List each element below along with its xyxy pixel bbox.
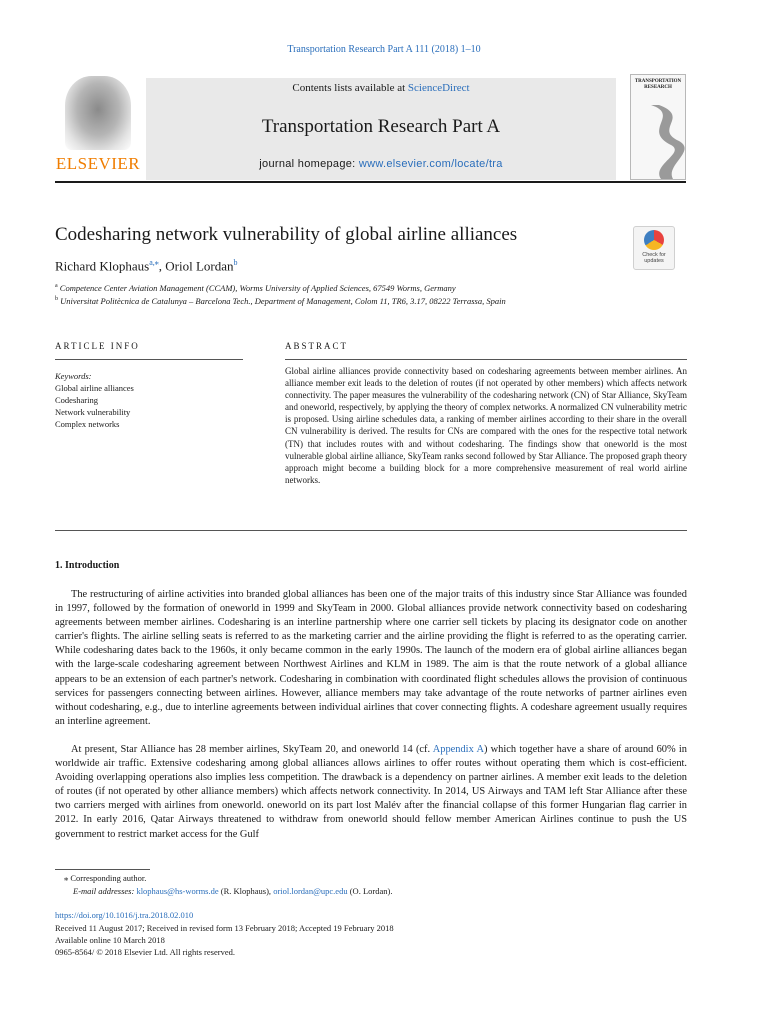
header-rule bbox=[55, 181, 686, 183]
author-list: Richard Klophaus$^{a,⁎}$, Oriol Lordan$^b$ bbox=[55, 258, 238, 274]
article-info-heading: ARTICLE INFO bbox=[55, 341, 140, 351]
article-info-rule bbox=[55, 359, 243, 360]
author-affiliation-mark[interactable]: a,⁎ bbox=[149, 258, 159, 267]
keyword: Complex networks bbox=[55, 419, 120, 429]
email-line: E-mail addresses: klophaus@hs-worms.de (R. Klophaus), oriol.lordan@upc.edu (O. Lordan). bbox=[73, 886, 393, 896]
section-heading: 1. Introduction bbox=[55, 560, 120, 571]
appendix-a-link[interactable]: Appendix A bbox=[432, 744, 484, 755]
journal-header bbox=[146, 78, 616, 180]
received-dates: Received 11 August 2017; Received in revised form 13 February 2018; Accepted 19 February 2018 bbox=[55, 923, 394, 933]
author-name[interactable]: Oriol Lordan bbox=[165, 258, 234, 274]
cover-title: TRANSPORTATION RESEARCH bbox=[634, 79, 682, 90]
abstract-text: Global airline alliances provide connectivity based on codesharing agreements between member airlines. An alliance member exit leads to the deletion of routes (if not operated by other members) which affects network connectivity. The paper measures the vulnerability of the codesharing network (CN) of Star Alliance, SkyTeam and oneworld, respectively, by applying the theory of complex networks. A normalized CN vulnerability metric is proposed. Using airline schedules data, a ranking of member airlines according to their share in the overall CN vulnerability is derived. The results for CNs are compared with the ones for the respective total network (TN) that includes routes with and without codesharing. The findings show that oneworld is the most vulnerable global airline alliance, SkyTeam ranks second followed by Star Alliance. The proposed graph theory approach might become a building block for a more comprehensive measurement of real world airline networks. bbox=[285, 366, 687, 485]
keyword: Global airline alliances bbox=[55, 383, 134, 393]
abstract-rule bbox=[285, 359, 687, 360]
available-online-date: Available online 10 March 2018 bbox=[55, 935, 165, 945]
body-paragraph: The restructuring of airline activities into branded global alliances has been one of the major traits of this industry since Star Alliance was founded in 1997, followed by the formation of oneworld in 1999 and SkyTeam in 2000. Global alliances provide network connectivity based on codesharing agreements between member airlines. Codesharing is an interline partnership where one carrier sell tickets by placing its designator code on another carrier's flights. The airline selling seats is referred to as the marketing carrier and the airline providing the flight is referred to as the operating carrier. While codesharing dates back to the 1960s, it only became common in the early 1990s. The launch of the modern era of global airline alliances began with the large-scale codesharing agreement between Northwest Airlines and KLM in 1989. The aim is that the route network of a global alliance appears to be an extension of each partner's network. Codesharing in combination with coordinated flight schedules allows the provision of continuous services for passengers connecting between airlines. However, alliance members may take advantage of the route networks of partner airlines even without codesharing, e.g., due to interline agreements between individual airlines that cover connecting flights. A codeshare agreement usually requires an interline agreement. bbox=[55, 589, 687, 727]
cover-road-icon bbox=[631, 75, 685, 179]
footnote-rule bbox=[55, 869, 150, 870]
check-updates-icon bbox=[644, 230, 664, 250]
check-for-updates-button[interactable] bbox=[633, 226, 675, 270]
keyword: Network vulnerability bbox=[55, 407, 131, 417]
author-name[interactable]: Richard Klophaus bbox=[55, 258, 150, 274]
keywords-block bbox=[55, 370, 134, 430]
homepage-link[interactable]: www.elsevier.com/locate/tra bbox=[358, 158, 503, 170]
author-affiliation-mark[interactable]: b bbox=[233, 258, 238, 267]
abstract-bottom-rule bbox=[55, 530, 687, 531]
corresponding-author-note: ⁎ Corresponding author. bbox=[64, 873, 147, 883]
homepage-line: journal homepage: www.elsevier.com/locate/tra bbox=[259, 158, 503, 170]
copyright-line: 0965-8564/ © 2018 Elsevier Ltd. All rights reserved. bbox=[55, 947, 235, 957]
affiliation: $^a$ Competence Center Aviation Management (CCAM), Worms University of Applied Sciences, 67549 Worms, Germany bbox=[55, 283, 456, 293]
check-updates-label: Check for updates bbox=[642, 252, 666, 264]
paper-title: Codesharing network vulnerability of global airline alliances bbox=[55, 224, 518, 245]
body-paragraph: At present, Star Alliance has 28 member airlines, SkyTeam 20, and oneworld 14 (cf. Appendix A) which together have a share of around 60% in worldwide air traffic. Extensive codesharing among global alliances allows airlines to offer routes without operating them which is cost-efficient. Avoiding overlapping operations also implies less competition. The drawback is a dependency on partner airlines. A member exit leads to the deletion of routes (if not operated by other alliance members) which affects network connectivity. In 2014, US Airways and TAM left Star Alliance after these two carriers merged with airlines from oneworld. oneworld on its part lost Malév after the financial collapse of this former Hungarian flag carrier in 2012. In early 2016, Qatar Airways threatened to withdraw from oneworld should fellow member American Airlines continue to push the US government to restrict market access for the Gulf bbox=[55, 744, 687, 840]
email-link[interactable]: klophaus@hs-worms.de bbox=[136, 886, 219, 896]
elsevier-tree-icon bbox=[65, 76, 131, 150]
publisher-name: ELSEVIER bbox=[55, 154, 141, 173]
keywords-label: Keywords: bbox=[55, 371, 92, 381]
elsevier-logo bbox=[55, 72, 141, 178]
journal-reference-link[interactable]: Transportation Research Part A 111 (2018) 1–10 bbox=[287, 44, 481, 55]
email-link[interactable]: oriol.lordan@upc.edu bbox=[273, 886, 348, 896]
affiliation: $^b$ Universitat Politècnica de Catalunya – Barcelona Tech., Department of Management, Colom 11, TR6, 3.17, 08222 Terrassa, Spain bbox=[55, 296, 506, 306]
contents-line: Contents lists available at ScienceDirect bbox=[292, 82, 470, 94]
abstract-heading: ABSTRACT bbox=[285, 341, 349, 351]
doi-link[interactable]: https://doi.org/10.1016/j.tra.2018.02.010 bbox=[55, 910, 194, 920]
sciencedirect-link[interactable]: ScienceDirect bbox=[407, 82, 470, 94]
journal-cover-image bbox=[630, 74, 686, 180]
keyword: Codesharing bbox=[55, 395, 98, 405]
journal-title: Transportation Research Part A bbox=[261, 116, 501, 137]
